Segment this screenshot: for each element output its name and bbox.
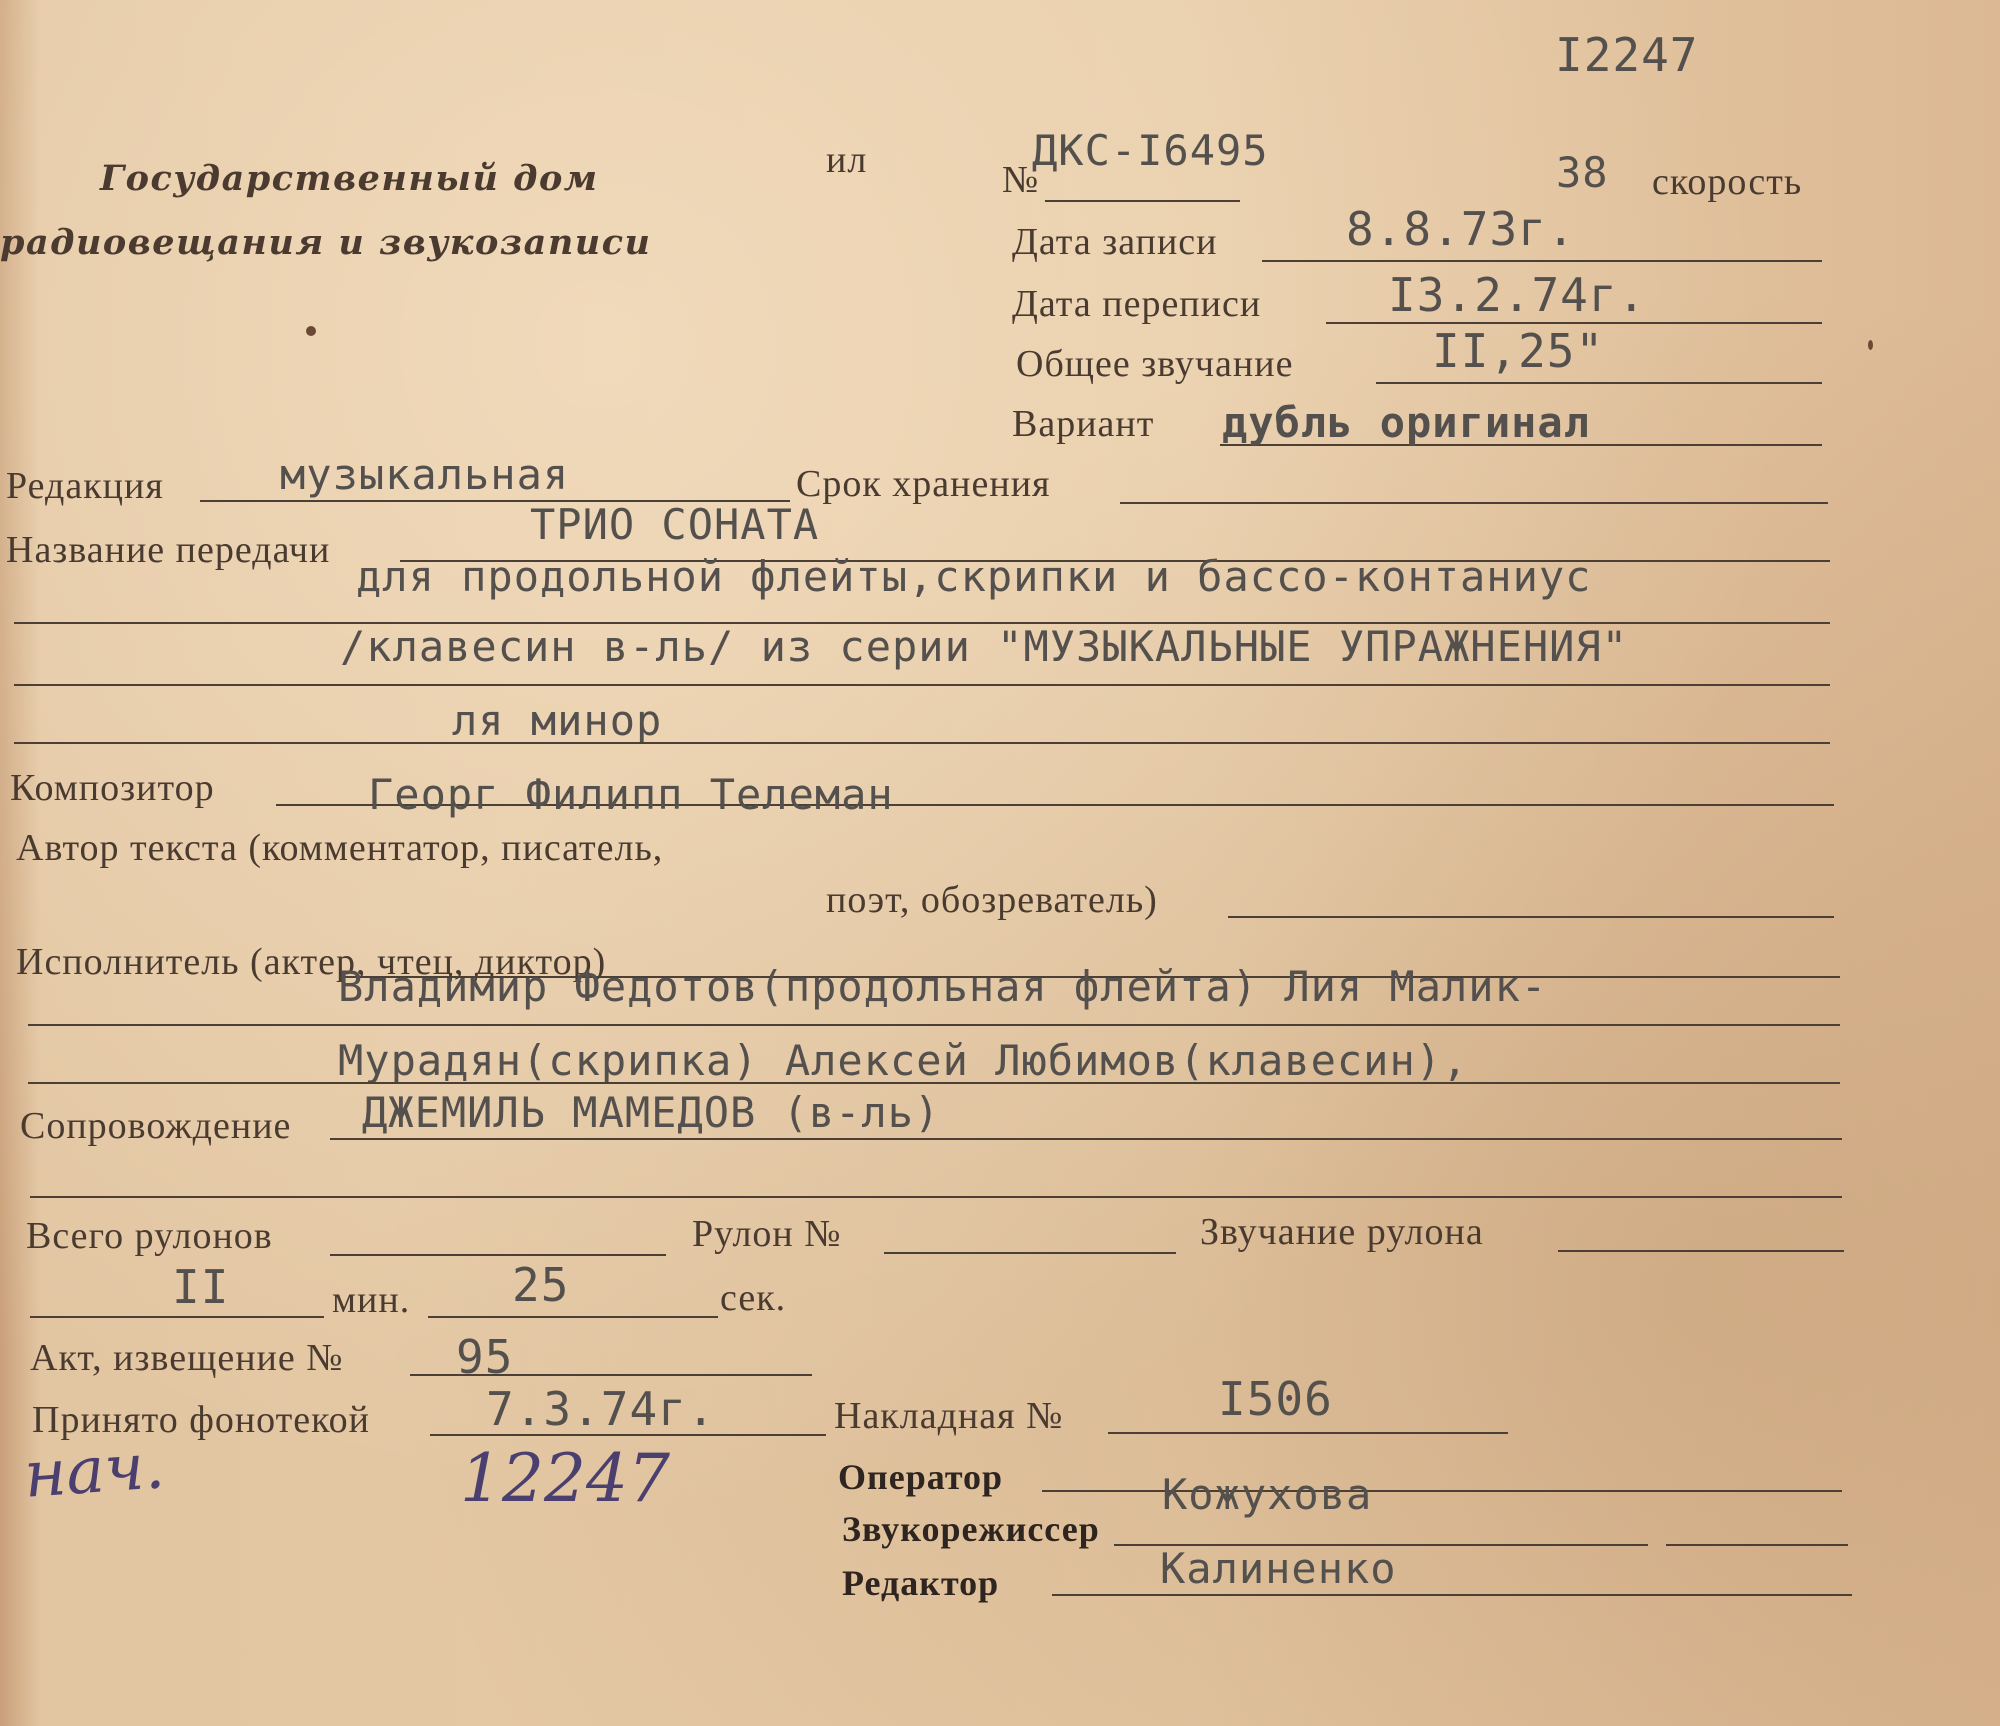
number-value: ДКС-I6495	[1032, 126, 1269, 175]
rolls-total-line	[330, 1254, 666, 1256]
number-sign: №	[1002, 159, 1040, 201]
editorial-label: Редакция	[6, 465, 164, 507]
performer-line-2: Мурадян(скрипка) Алексей Любимов(клавесин),	[338, 1036, 1469, 1085]
act-label: Акт, извещение №	[30, 1337, 344, 1379]
author-label-line-1: Автор текста (комментатор, писатель,	[16, 827, 664, 869]
minutes-line	[30, 1316, 324, 1318]
title-rule-3	[14, 684, 1830, 686]
operator-value: Кожухова	[1162, 1470, 1373, 1519]
invoice-value: I506	[1218, 1372, 1333, 1426]
handwritten-number: 12247	[460, 1440, 670, 1517]
rolls-total-label: Всего рулонов	[26, 1215, 273, 1257]
title-line-2: для продольной флейты,скрипки и бассо-контаниус	[356, 552, 1592, 601]
author-line	[1228, 916, 1834, 918]
sound-director-label: Звукорежиссер	[842, 1509, 1100, 1549]
accomp-label: Сопровождение	[20, 1105, 292, 1147]
title-label: Название передачи	[6, 529, 331, 571]
accepted-line	[430, 1434, 826, 1436]
roll-sound-label: Звучание рулона	[1200, 1211, 1484, 1253]
speed-label: скорость	[1652, 161, 1803, 203]
minutes-value: II	[172, 1260, 230, 1314]
title-line-4: ля минор	[452, 696, 663, 745]
speed-value: 38	[1556, 148, 1609, 197]
performer-rule-2	[28, 1024, 1840, 1026]
total-sound-line	[1376, 382, 1822, 384]
ink-spot	[306, 326, 316, 336]
performer-rule-3	[28, 1082, 1840, 1084]
editorial-value: музыкальная	[280, 450, 570, 499]
act-line	[410, 1374, 812, 1376]
storage-label: Срок хранения	[796, 463, 1051, 505]
operator-label: Оператор	[838, 1457, 1004, 1497]
seconds-label: сек.	[720, 1277, 787, 1319]
editor-value: Калиненко	[1160, 1544, 1397, 1593]
accepted-label: Принято фонотекой	[32, 1399, 370, 1441]
accepted-value: 7.3.74г.	[486, 1382, 716, 1436]
number-line	[1045, 200, 1240, 202]
total-sound-label: Общее звучание	[1016, 343, 1294, 385]
roll-no-label: Рулон №	[692, 1213, 842, 1255]
composer-value: Георг Филипп Телеман	[368, 770, 894, 819]
total-sound-value: II,25"	[1432, 324, 1605, 378]
editor-label: Редактор	[842, 1563, 1000, 1603]
author-label-line-2: поэт, обозреватель)	[826, 879, 1158, 921]
storage-line	[1120, 502, 1828, 504]
rec-date-label: Дата записи	[1012, 221, 1218, 263]
invoice-line	[1108, 1432, 1508, 1434]
rec-date-value: 8.8.73г.	[1346, 202, 1576, 256]
roll-no-line	[884, 1252, 1176, 1254]
seconds-line	[428, 1316, 718, 1318]
header-line-1: Государственный дом	[100, 158, 599, 199]
minutes-label: мин.	[332, 1279, 411, 1321]
act-value: 95	[456, 1330, 514, 1384]
variant-value: дубль оригинал	[1222, 398, 1591, 447]
il-label: ил	[826, 139, 868, 181]
seconds-value: 25	[512, 1258, 570, 1312]
ink-spot	[1868, 340, 1873, 350]
card-number: I2247	[1555, 28, 1699, 82]
roll-sound-line	[1558, 1250, 1844, 1252]
title-line-1: ТРИО СОНАТА	[530, 500, 820, 549]
accomp-value: ДЖЕМИЛЬ МАМЕДОВ (в-ль)	[362, 1088, 941, 1137]
editor-line	[1052, 1594, 1852, 1596]
sound-director-line-2	[1666, 1544, 1848, 1546]
variant-label: Вариант	[1012, 403, 1155, 445]
copy-date-label: Дата переписи	[1012, 283, 1262, 325]
copy-date-value: I3.2.74г.	[1388, 268, 1647, 322]
performer-line-1: Владимир Федотов(продольная флейта) Лия Малик-	[338, 962, 1548, 1011]
rec-date-line	[1262, 260, 1822, 262]
performer-label: Исполнитель (актер, чтец, диктор)	[16, 941, 607, 983]
title-rule-4	[14, 742, 1830, 744]
invoice-label: Накладная №	[834, 1395, 1064, 1437]
composer-label: Композитор	[10, 767, 215, 809]
signature: нач.	[21, 1429, 167, 1513]
title-line-3: /клавесин в-ль/ из серии "МУЗЫКАЛЬНЫЕ УПРАЖНЕНИЯ"	[340, 622, 1629, 671]
accomp-rule-2	[30, 1196, 1842, 1198]
header-line-2: радиовещания и звукозаписи	[0, 222, 652, 263]
accomp-rule-1	[330, 1138, 1842, 1140]
